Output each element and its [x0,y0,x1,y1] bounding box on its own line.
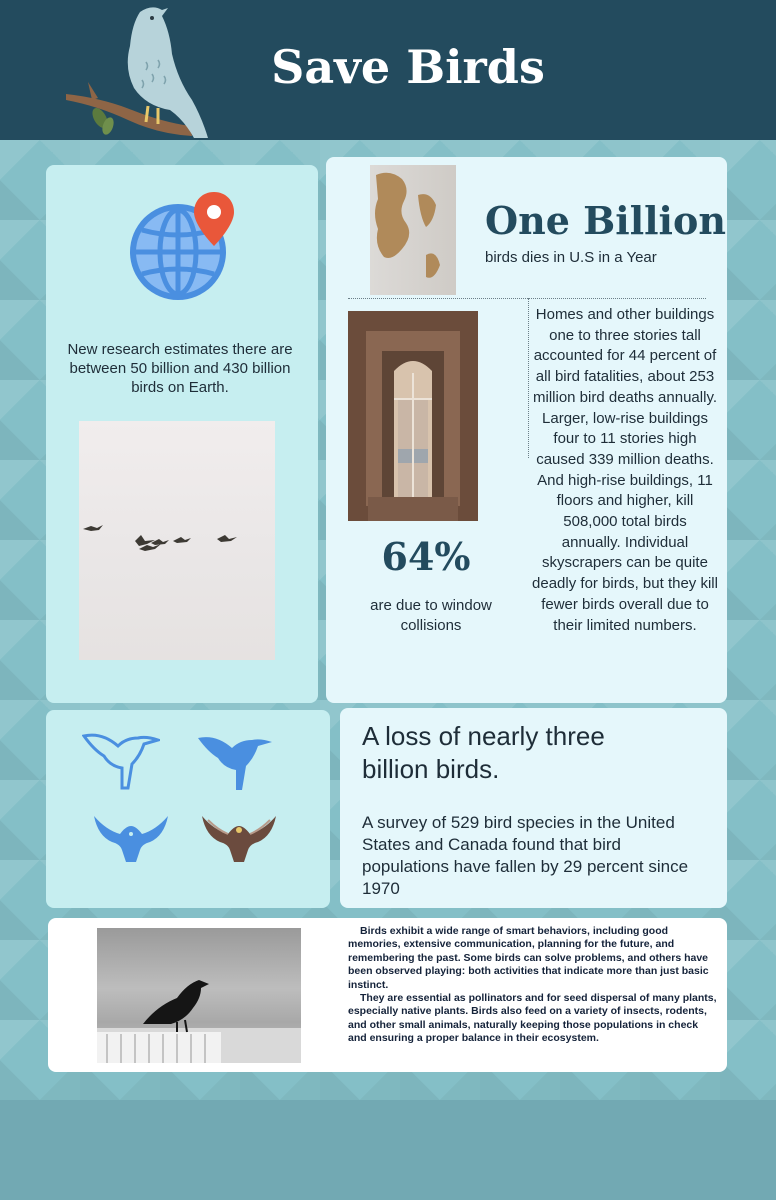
stats-headline-sub: birds dies in U.S in a Year [485,249,657,266]
intro-text: New research estimates there are between 50 billion and 430 billion birds on Earth. [67,341,293,396]
about-paragraph-2: They are essential as pollinators and for seed dispersal of many plants, especially native plants. Birds also feed on a variety of insects, rodents, and other small animals, naturally keeping those populations in check and ensuring a proper balance in their ecosystem. [348,992,717,1045]
loss-text: A survey of 529 bird species in the United States and Canada found that bird populations have fallen by 29 percent since 1970 [362,813,689,898]
loss-title: A loss of nearly three billion birds. [362,721,605,784]
window-photo [348,311,478,521]
crow-photo [97,928,301,1063]
hummingbird-outline-icon [82,726,160,792]
page-title: Save Birds [271,40,545,94]
header [0,0,776,140]
percent-value: 64% [381,534,471,579]
eagle-brown-icon [200,812,278,864]
dotted-divider-horizontal [348,298,706,299]
footer-band [0,1100,776,1200]
about-text [348,925,718,1046]
eagle-blue-icon [92,812,170,864]
percent-text: are due to window collisions [370,597,492,634]
hummingbird-icon [196,728,274,792]
about-paragraph-1: Birds exhibit a wide range of smart behaviors, including good memories, extensive communication, planning for the future, and remembering the past. Some birds can solve problems, and others have been observed playing: both activities that indicate more than just basic instinct. [348,925,709,991]
flying-geese-photo [79,421,275,660]
globe-icon [128,190,238,310]
world-map-photo [370,165,456,295]
stats-headline: One Billion [485,198,726,243]
dotted-divider-vertical [528,298,529,458]
building-fatalities-text: Homes and other buildings one to three stories tall accounted for 44 percent of all bird fatalities, about 253 million bird deaths annually. Larger, low-rise buildings four to 11 stories high caused 339 million deaths. And high-rise buildings, 11 floors and higher, kill 508,000 total birds annually. Individual skyscrapers can be quite deadly for birds, but they kill fewer birds overall due to their limited numbers. [532,306,718,634]
